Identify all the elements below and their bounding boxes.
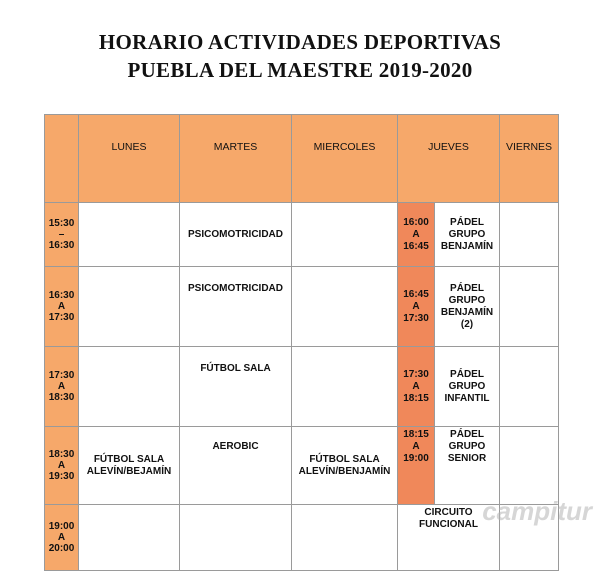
time-cell: 18:30 A 19:30 (45, 427, 79, 505)
table-row (45, 347, 559, 427)
cell-lunes: FÚTBOL SALA ALEVÍN/BEJAMÍN (79, 427, 180, 505)
cell-martes (180, 505, 292, 571)
cell-martes: FÚTBOL SALA (180, 347, 292, 427)
time-cell: 17:30 A 18:30 (45, 347, 79, 427)
jueves-time-cell: 18:15 A 19:00 (398, 427, 435, 505)
cell-miercoles (292, 267, 398, 347)
cell-jueves: PÁDEL GRUPO INFANTIL (435, 347, 500, 427)
page-subtitle: PUEBLA DEL MAESTRE 2019-2020 (127, 58, 473, 82)
cell-miercoles (292, 347, 398, 427)
cell-jueves: CIRCUITO FUNCIONAL (398, 505, 500, 571)
cell-miercoles (292, 203, 398, 267)
day-header-viernes: VIERNES (500, 115, 559, 203)
cell-jueves: PÁDEL GRUPO BENJAMÍN (435, 203, 500, 267)
jueves-time-cell: 17:30 A 18:15 (398, 347, 435, 427)
cell-miercoles: FÚTBOL SALA ALEVÍN/BENJAMÍN (292, 427, 398, 505)
cell-martes: PSICOMOTRICIDAD (180, 267, 292, 347)
cell-lunes (79, 267, 180, 347)
day-header-miercoles: MIERCOLES (292, 115, 398, 203)
table-row (45, 267, 559, 347)
page-title: HORARIO ACTIVIDADES DEPORTIVAS (98, 30, 502, 54)
time-cell: 19:00 A 20:00 (45, 505, 79, 571)
watermark-logo: campitur (482, 496, 592, 526)
cell-jueves: PÁDEL GRUPO BENJAMÍN (2) (435, 267, 500, 347)
day-header-martes: MARTES (180, 115, 292, 203)
cell-jueves: PÁDEL GRUPO SENIOR (435, 427, 500, 505)
cell-viernes (500, 347, 559, 427)
cell-viernes (500, 203, 559, 267)
jueves-time-cell: 16:00 A 16:45 (398, 203, 435, 267)
cell-lunes (79, 505, 180, 571)
cell-lunes (79, 347, 180, 427)
cell-lunes (79, 203, 180, 267)
cell-viernes (500, 427, 559, 505)
cell-viernes (500, 267, 559, 347)
cell-miercoles (292, 505, 398, 571)
time-cell: 16:30 A 17:30 (45, 267, 79, 347)
jueves-time-cell: 16:45 A 17:30 (398, 267, 435, 347)
time-cell: 15:30 – 16:30 (45, 203, 79, 267)
table-row (45, 203, 559, 267)
table-row (45, 427, 559, 505)
corner-cell (45, 115, 79, 203)
day-header-lunes: LUNES (79, 115, 180, 203)
header-row (45, 115, 559, 203)
cell-martes: PSICOMOTRICIDAD (180, 203, 292, 267)
day-header-jueves: JUEVES (398, 115, 500, 203)
cell-martes: AEROBIC (180, 427, 292, 505)
